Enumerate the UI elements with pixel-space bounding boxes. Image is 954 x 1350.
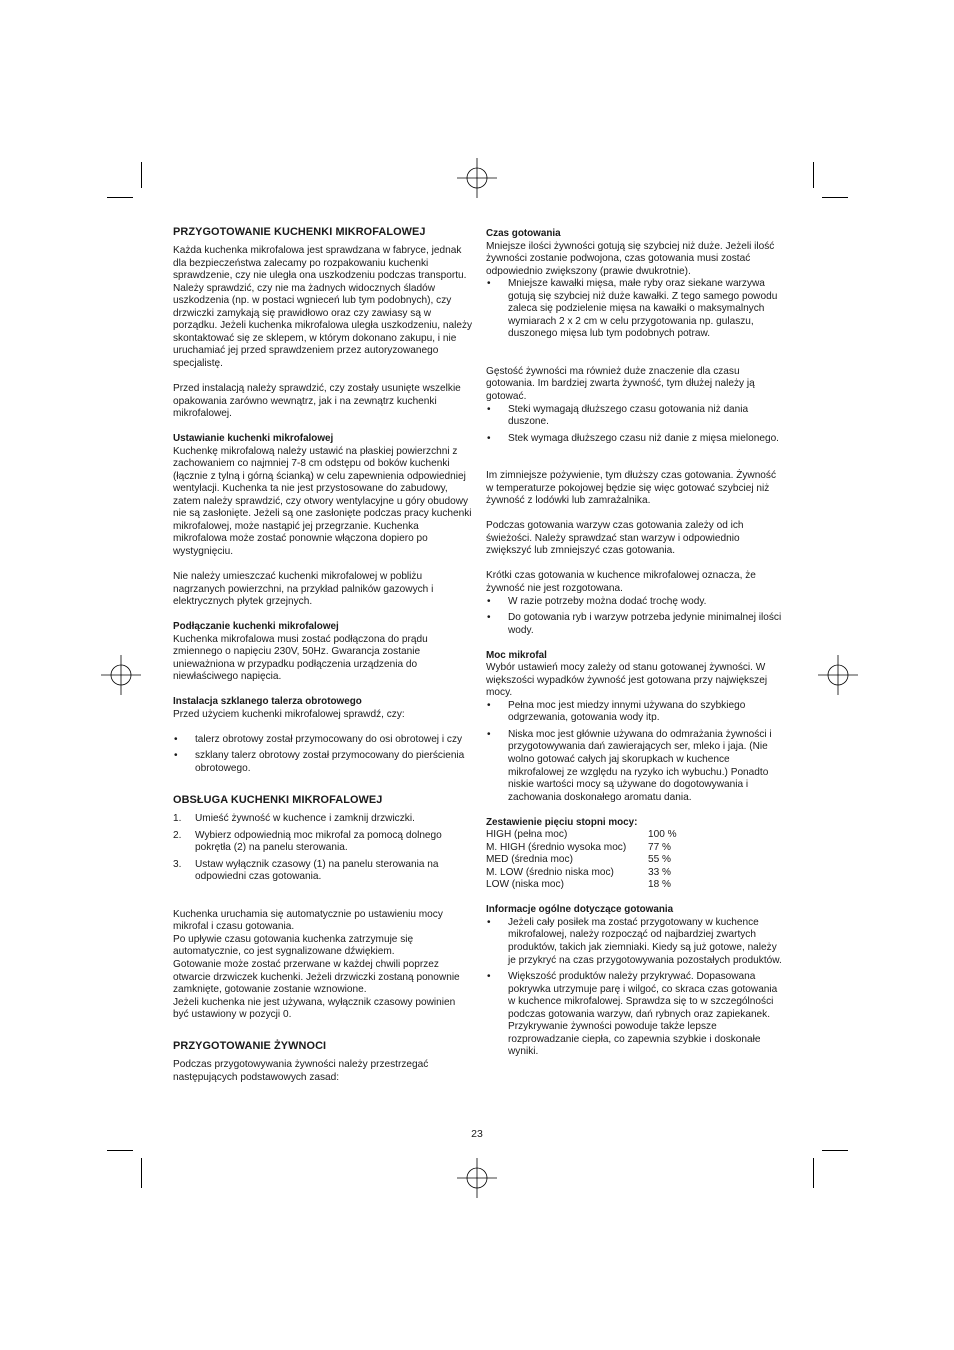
crop-mark [822, 1150, 848, 1151]
paragraph: Gęstość żywności ma również duże znaczenie dla czasu gotowania. Im bardziej zwarta żywność, tym dłużej należy ją gotować. [486, 365, 755, 402]
level-value: 55 % [648, 854, 672, 866]
crop-mark [822, 197, 848, 198]
paragraph: Nie należy umieszczać kuchenki mikrofalowej w pobliżu nagrzanych powierzchni, na przykład palników gazowych i elektrycznych płytek grzejnych. [173, 571, 434, 608]
crop-mark [107, 1150, 133, 1151]
list-item: • Stek wymaga dłuższego czasu niż danie z mięsa mielonego. [486, 433, 786, 446]
list-item: • Pełna moc jest miedzy innymi używana do szybkiego odgrzewania, gotowania wody itp. [486, 700, 786, 725]
step-text: Ustaw wyłącznik czasowy (1) na panelu sterowania na odpowiedni czas gotowania. [195, 858, 439, 883]
paragraph: Kuchenkę mikrofalową należy ustawić na płaskiej powierzchni z zachowaniem co najmniej 7-8 cm odstępu od boków kuchenki (łącznie z tylną i górną ścianką) w celu zapewnienia odpowiedniej wentylacji. Kuchenka ta nie jest przystosowane do zabudowy, zatem należy sprawdzić, czy otwory wentylacyjne u góry obudowy nie są zasłonięte. Jeżeli są one zasłonięte podczas pracy kuchenki mikrofalowej, może nastąpić jej przegrzanie. Kuchenka mikrofalowa może zostać ponownie włączona dopiero po wystygnięciu. [173, 445, 472, 557]
paragraph: Wybór ustawień mocy zależy od stanu gotowanej żywności. W większości wypadków żywność jest gotowana przy największej mocy. [486, 662, 768, 699]
cooking-time-list [486, 278, 786, 341]
paragraph: Przed instalacją należy sprawdzić, czy zostały usunięte wszelkie opakowania zarówno wewnątrz, jak i na zewnątrz kuchenki mikrofalowej. [173, 382, 461, 420]
paragraph: Krótki czas gotowania w kuchence mikrofalowej oznacza, że żywność nie jest rozgotowana. [486, 570, 756, 594]
paragraph: Jeżeli kuchenka nie jest używana, wyłącznik czasowy powinien być ustawiony w pozycji 0. [173, 996, 456, 1021]
paragraph: Przed użyciem kuchenki mikrofalowej sprawdź, czy: [173, 708, 405, 720]
general-info-list [486, 917, 786, 1059]
subheading-turntable: Instalacja szklanego talerza obrotowego [173, 696, 362, 708]
level-value: 18 % [648, 879, 672, 891]
step-number: 1. [173, 813, 182, 825]
registration-mark-icon [818, 655, 858, 695]
subheading-microwave-power: Moc mikrofal [486, 649, 547, 661]
turntable-checklist [173, 734, 473, 776]
power-levels-table [486, 829, 677, 892]
list-item: • Większość produktów należy przykrywać. Dopasowana pokrywka utrzymuje parę i wilgoć, co skraca czas gotowania w kuchence mikrofalowej. Sprawdza się to w szczególności podczas gotowania warzyw, dań rybnych oraz zapiekanek. Przykrywanie żywności powoduje także lepsze rozprowadzanie ciepła, co zapewnia szybkie i doskonałe wyniki. [486, 971, 786, 1059]
list-item: • W razie potrzeby można dodać trochę wody. [486, 596, 786, 609]
table-row [486, 879, 677, 892]
section-title-preparation: PRZYGOTOWANIE KUCHENKI MIKROFALOWEJ [173, 226, 426, 238]
level-name: MED (średnia moc) [486, 854, 573, 866]
crop-mark [813, 162, 814, 188]
level-name: LOW (niska moc) [486, 879, 564, 891]
list-item: • Niska moc jest głównie używana do odmrażania żywności i przygotowywania dań zawierających ser, mleko i jaja. (Nie wolno gotować całych jaj skorupkach w kuchence mikrofalowej ze względu na ryzyko ich wybuchu.) Ponadto niskie wartości mocy są używane do dogotowywania i zachowania doskonałego aromatu dania. [486, 729, 786, 804]
paragraph: Im zimniejsze pożywienie, tym dłuższy czas gotowania. Żywność w temperaturze pokojowej będzie się więc gotować szybciej niż żywność z lodówki lub zamrażalnika. [486, 470, 777, 507]
operation-steps [173, 813, 473, 884]
right-column [486, 228, 786, 1059]
subheading-placement: Ustawianie kuchenki mikrofalowej [173, 433, 334, 445]
level-value: 33 % [648, 866, 672, 878]
list-item: • Mniejsze kawałki mięsa, małe ryby oraz siekane warzywa gotują się szybciej niż duże kawałki. Z tego samego powodu zaleca się podzielenie mięsa na kawałki o maksymalnych wymiarach 2 x 2 cm w celu przygotowania np. gulaszu, duszonego mięsa lub tym podobnych potraw. [486, 278, 786, 341]
section-title-operation: OBSŁUGA KUCHENKI MIKROFALOWEJ [173, 794, 383, 807]
step-item [173, 813, 473, 826]
table-row [486, 867, 677, 880]
level-name: M. LOW (średnio niska moc) [486, 866, 614, 878]
power-list [486, 700, 786, 804]
paragraph: Podczas gotowania warzyw czas gotowania zależy od ich świeżości. Należy sprawdzać stan warzyw i odpowiednio zwiększyć lub zmniejszyć czas gotowania. [486, 520, 744, 557]
level-value: 77 % [648, 841, 672, 853]
short-time-list [486, 596, 786, 638]
page-number: 23 [471, 1128, 483, 1140]
registration-mark-icon [457, 158, 497, 198]
paragraph: Gotowanie może zostać przerwane w każdej chwili poprzez otwarcie drzwiczek kuchenki. Jeżeli drzwiczki zostaną ponownie zamknięte, gotowanie zostanie wznowione. [173, 958, 460, 996]
density-list [486, 404, 786, 446]
paragraph: Po upływie czasu gotowania kuchenka zatrzymuje się automatycznie, co jest sygnalizowane dźwiękiem. [173, 933, 414, 958]
registration-mark-icon [101, 655, 141, 695]
paragraph: Podczas przygotowywania żywności należy przestrzegać następujących podstawowych zasad: [173, 1059, 429, 1083]
step-item [173, 859, 473, 884]
table-row [486, 842, 677, 855]
step-item [173, 830, 473, 855]
step-number: 2. [173, 829, 182, 841]
list-item: • szklany talerz obrotowy został przymocowany do pierścienia obrotowego. [173, 750, 473, 775]
list-item: • talerz obrotowy został przymocowany do osi obrotowej i czy [173, 734, 473, 747]
list-item: • Jeżeli cały posiłek ma zostać przygotowany w kuchence mikrofalowej, należy rozpocząć od najbardziej zwartych produktów, takich jak ziemniaki. Kiedy są już gotowe, należy je przykryć na czas przygotowywania pozostałych produktów. [486, 917, 786, 967]
paragraph: Kuchenka mikrofalowa musi zostać podłączona do prądu zmiennego o napięciu 230V, 50Hz. Gwarancja zostanie unieważniona w przypadku podłączenia urządzenia do niewłaściwego napięcia. [173, 633, 428, 683]
left-column [173, 226, 473, 1084]
list-item: • Steki wymagają dłuższego czasu gotowania niż dania duszone. [486, 404, 786, 429]
section-title-food-prep: PRZYGOTOWANIE ŻYWNOCI [173, 1040, 327, 1053]
table-row [486, 829, 677, 842]
step-text: Wybierz odpowiednią moc mikrofal za pomocą dolnego pokrętła (2) na panelu sterowania. [195, 829, 442, 854]
paragraph: Kuchenka uruchamia się automatycznie po ustawieniu mocy mikrofal i czasu gotowania. [173, 908, 443, 933]
level-value: 100 % [648, 829, 677, 841]
subheading-cooking-time: Czas gotowania [486, 228, 561, 239]
crop-mark [141, 1158, 142, 1188]
registration-mark-icon [457, 1158, 497, 1198]
subheading-general-info: Informacje ogólne dotyczące gotowania [486, 904, 674, 916]
table-row [486, 854, 677, 867]
subheading-connection: Podłączanie kuchenki mikrofalowej [173, 621, 339, 633]
crop-mark [813, 1158, 814, 1188]
crop-mark [141, 162, 142, 188]
paragraph: Każda kuchenka mikrofalowa jest sprawdzana w fabryce, jednak dla bezpieczeństwa zalecamy po rozpakowaniu kuchenki sprawdzenie, czy nie uległa ona uszkodzeniu podczas transportu. Należy sprawdzić, czy nie ma żadnych widocznych śladów uszkodzenia (np. w postaci wgnieceń lub tym podobnych), czy drzwiczki zamykają się prawidłowo oraz czy zawiasy są w porządku. Jeżeli kuchenka mikrofalowa uległa uszkodzeniu, należy skontaktować się ze sklepem, w którym dokonano zakupu, i nie uruchamiać jej przed sprawdzeniem przez autoryzowanego specjalistę. [173, 245, 473, 369]
list-item: • Do gotowania ryb i warzyw potrzeba jedynie minimalnej ilości wody. [486, 612, 786, 637]
subheading-power-levels: Zestawienie pięciu stopni mocy: [486, 816, 638, 828]
level-name: M. HIGH (średnio wysoka moc) [486, 841, 627, 853]
level-name: HIGH (pełna moc) [486, 829, 568, 841]
crop-mark [107, 197, 133, 198]
step-number: 3. [173, 858, 182, 870]
paragraph: Mniejsze ilości żywności gotują się szybciej niż duże. Jeżeli ilość żywności zostanie podwojona, czas gotowania musi zostać odpowiednio zwiększony (prawie dwukrotnie). [486, 240, 775, 277]
step-text: Umieść żywność w kuchence i zamknij drzwiczki. [195, 813, 415, 825]
